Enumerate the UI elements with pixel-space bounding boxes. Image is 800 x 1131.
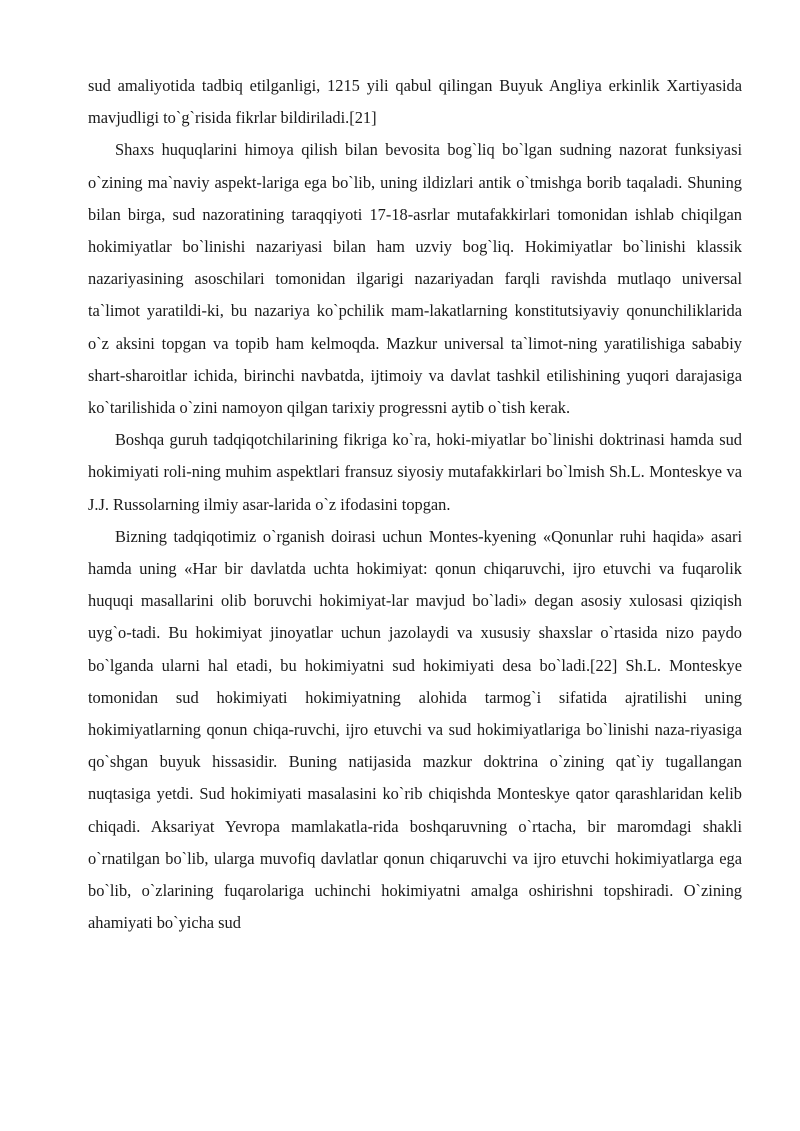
paragraph-continuation: sud amaliyotida tadbiq etilganligi, 1215 yili qabul qilingan Buyuk Angliya erkinlik Xartiyasida mavjudligi to`g`risida fikrlar bildiriladi.[21] — [88, 76, 742, 128]
paragraph-researchers-view: Boshqa guruh tadqiqotchilarining fikriga ko`ra, hoki-miyatlar bo`linishi doktrinasi hamda sud hokimiyati roli-ning muhim aspektlari fransuz siyosiy mutafakkirlari bo`lmish Sh.L. Monteskye va J.J. Russolarning ilmiy asar-larida o`z ifodasini topgan. — [88, 430, 742, 514]
document-page — [88, 70, 742, 939]
paragraph-montesquieu: Bizning tadqiqotimiz o`rganish doirasi uchun Montes-kyening «Qonunlar ruhi haqida» asari hamda uning «Har bir davlatda uchta hokimiyat: qonun chiqaruvchi, ijro etuvchi va fuqarolik huquqi masallarini olib boruvchi hokimiyat-lar mavjud bo`ladi» degan asosiy xulosasi qiziqish uyg`o-tadi. Bu hokimiyat jinoyatlar uchun jazolaydi va xususiy shaxslar o`rtasida nizo paydo bo`lganda ularni hal etadi, bu hokimiyatni sud hokimiyati desa bo`ladi.[22] Sh.L. Monteskye tomonidan sud hokimiyati hokimiyatning alohida tarmog`i sifatida ajratilishi uning hokimiyatlarning qonun chiqa-ruvchi, ijro etuvchi va sud hokimiyatlariga bo`linishi naza-riyasiga qo`shgan buyuk hissasidir. Buning natijasida mazkur doktrina o`zining qat`iy tugallangan nuqtasiga yetdi. Sud hokimiyati masalasini ko`rib chiqishda Monteskye qator qarashlaridan kelib chiqadi. Aksariyat Yevropa mamlakatla-rida boshqaruvning o`rtacha, bir maromdagi shakli o`rnatilgan bo`lib, ularga muvofiq davlatlar qonun chiqaruvchi va ijro etuvchi hokimiyatlarga ega bo`lib, o`zlarining fuqarolariga uchinchi hokimiyatni amalga oshirishni topshiradi. O`zining ahamiyati bo`yicha sud — [88, 526, 742, 933]
paragraph-judicial-control: Shaxs huquqlarini himoya qilish bilan bevosita bog`liq bo`lgan sudning nazorat funksiyasi o`zining ma`naviy aspekt-lariga ega bo`lib, uning ildizlari antik o`tmishga borib taqaladi. Shuning bilan birga, sud nazoratining taraqqiyoti 17-18-asrlar mutafakkirlari tomonidan ishlab chiqilgan hokimiyatlar bo`linishi nazariyasi bilan ham uzviy bog`liq. Hokimiyatlar bo`linishi klassik nazariyasining asoschilari tomonidan ilgarigi nazariyadan farqli ravishda mutlaqo universal ta`limot yaratildi-ki, bu nazariya ko`pchilik mam-lakatlarning konstitutsiyaviy qonunchiliklarida o`z aksini topgan va topib ham kelmoqda. Mazkur universal ta`limot-ning yaratilishiga sababiy shart-sharoitlar ichida, birinchi navbatda, ijtimoiy va davlat tashkil etilishining yuqori darajasiga ko`tarilishida o`zini namoyon qilgan tarixiy progressni aytib o`tish kerak. — [88, 140, 742, 418]
